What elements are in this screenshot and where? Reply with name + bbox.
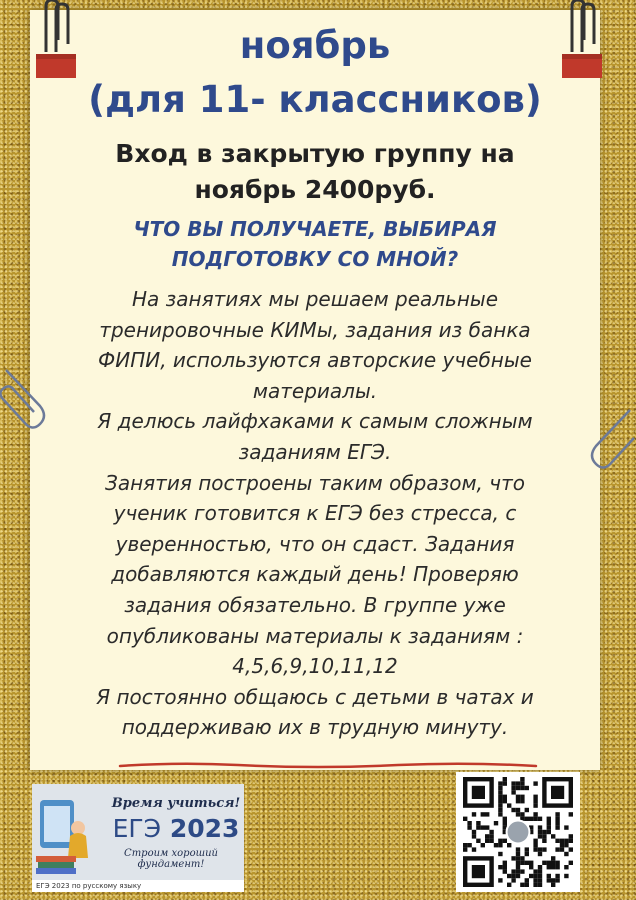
description-line: ученик готовится к ЕГЭ без стресса, с bbox=[113, 501, 517, 526]
description-line: ФИПИ, используются авторские учебные bbox=[98, 348, 532, 373]
benefits-heading-line-2: ПОДГОТОВКУ СО МНОЙ? bbox=[171, 247, 459, 271]
ege-2023-promo-card[interactable] bbox=[32, 784, 244, 892]
description-line: материалы. bbox=[252, 378, 378, 403]
page-subtitle: (для 11- классников) bbox=[88, 78, 542, 121]
description-line: опубликованы материалы к заданиям : bbox=[106, 623, 524, 648]
promo-time-to-study: Время учиться! bbox=[111, 796, 241, 811]
benefits-heading-line-1: ЧТО ВЫ ПОЛУЧАЕТЕ, ВЫБИРАЯ bbox=[133, 217, 497, 241]
description-line: заданиям ЕГЭ. bbox=[238, 439, 392, 464]
description-line: На занятиях мы решаем реальные bbox=[131, 287, 499, 311]
entry-line-1: Вход в закрытую группу на bbox=[115, 139, 515, 168]
page-title: ноябрь bbox=[239, 24, 391, 67]
description-line: тренировочные КИМы, задания из банка bbox=[99, 317, 531, 342]
promo-ege-2023 bbox=[106, 814, 244, 843]
qr-code-icon bbox=[456, 772, 580, 892]
description-line: поддерживаю их в трудную минуту. bbox=[121, 715, 509, 740]
benefits-heading bbox=[30, 214, 600, 274]
description-line: Я делюсь лайфхаками к самым сложным bbox=[97, 409, 533, 434]
promo-ege-label: ЕГЭ bbox=[112, 814, 162, 843]
description-line: Занятия построены таким образом, что bbox=[105, 470, 525, 495]
promo-ege-year: 2023 bbox=[169, 814, 240, 843]
description-line: задания обязательно. В группе уже bbox=[124, 592, 506, 617]
entry-line-2: ноябрь 2400руб. bbox=[194, 175, 436, 204]
description-line: добавляются каждый день! Проверяю bbox=[111, 562, 519, 587]
description-line: 4,5,6,9,10,11,12 bbox=[232, 654, 398, 679]
promo-caption: ЕГЭ 2023 по русскому языку bbox=[32, 880, 244, 892]
description-line: уверенностью, что он сдаст. Задания bbox=[115, 531, 515, 556]
student-with-books-icon bbox=[34, 794, 100, 878]
description-line: Я постоянно общаюсь с детьми в чатах и bbox=[96, 684, 534, 709]
promo-slogan: Строим хороший фундамент! bbox=[124, 848, 218, 870]
description-text bbox=[30, 284, 600, 743]
qr-code[interactable] bbox=[456, 772, 580, 892]
entry-price-text bbox=[30, 136, 600, 208]
